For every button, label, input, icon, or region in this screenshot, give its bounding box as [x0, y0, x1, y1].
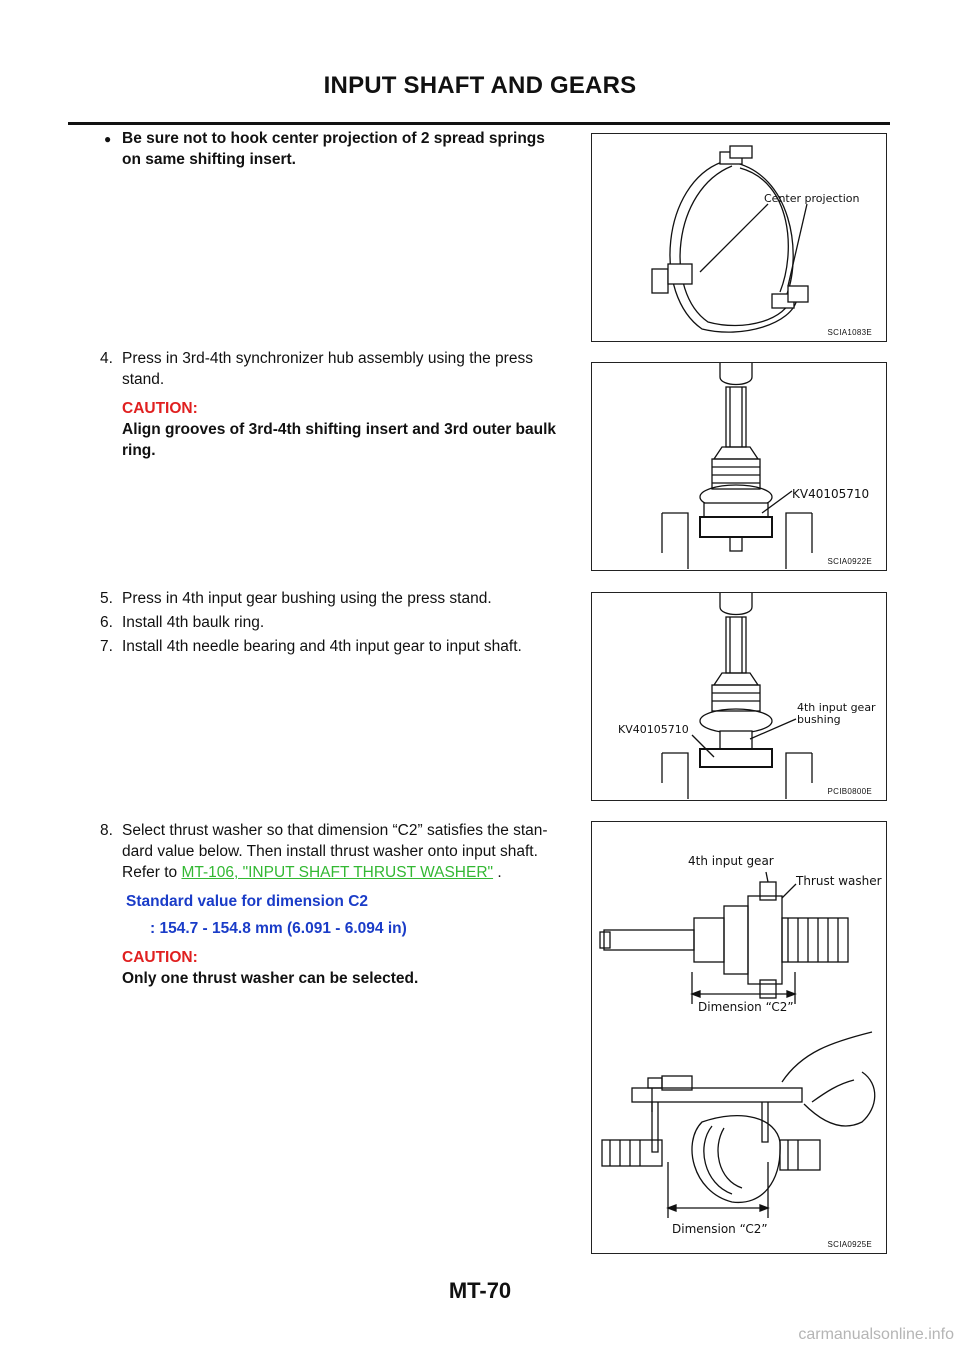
- dimension-c2-label-lower: Dimension “C2”: [672, 1222, 768, 1236]
- press-bushing-illustration: [592, 593, 885, 799]
- bushing-label-line1: 4th input gear: [797, 701, 876, 714]
- center-projection-label: Center projection: [764, 192, 860, 205]
- thrust-washer-link[interactable]: MT-106, "INPUT SHAFT THRUST WASHER": [181, 864, 494, 881]
- page-title: INPUT SHAFT AND GEARS: [323, 72, 637, 99]
- step8-line2: dard value below. Then install thrust washer onto input shaft.: [122, 843, 538, 860]
- standard-value-title: Standard value for dimension C2: [126, 893, 369, 910]
- bullet-note-line2: on same shifting insert.: [122, 151, 296, 168]
- standard-value: : 154.7 - 154.8 mm (6.091 - 6.094 in): [150, 920, 407, 937]
- special-tool-label: KV40105710: [792, 487, 870, 501]
- figure-spread-springs: [591, 133, 887, 342]
- bushing-label-line2: bushing: [797, 713, 841, 726]
- step6-text: Install 4th baulk ring.: [122, 614, 265, 631]
- page-number: MT-70: [448, 1278, 512, 1303]
- header-rule: [68, 122, 890, 125]
- step4-caution-title: CAUTION:: [122, 400, 198, 417]
- press-hub-illustration: [592, 363, 885, 569]
- bullet-note: [122, 128, 545, 170]
- figure-dimension-c2: [591, 821, 887, 1254]
- step5-text: Press in 4th input gear bushing using the press stand.: [122, 590, 492, 607]
- step4-caution-line2: ring.: [122, 442, 156, 459]
- special-tool-label-2: KV40105710: [618, 723, 689, 736]
- step8-caution-text: Only one thrust washer can be selected.: [122, 970, 419, 987]
- figure-code-4: SCIA0925E: [827, 1240, 872, 1249]
- dimension-c2-label-upper: Dimension “C2”: [698, 1000, 794, 1014]
- step8-line3: [122, 862, 582, 883]
- step7-number: 7.: [100, 638, 113, 655]
- thrust-washer-label: Thrust washer: [796, 874, 882, 888]
- bullet-icon: ●: [104, 132, 112, 146]
- fourth-input-gear-label: 4th input gear: [688, 854, 774, 868]
- figure-code-1: SCIA1083E: [827, 328, 872, 337]
- figure-press-bushing: [591, 592, 887, 801]
- step4-text: [122, 348, 556, 461]
- step8-caution-title: CAUTION:: [122, 949, 198, 966]
- step8-number: 8.: [100, 822, 113, 839]
- step6-number: 6.: [100, 614, 113, 631]
- figure-code-2: SCIA0922E: [827, 557, 872, 566]
- step8-line1: Select thrust washer so that dimension “C2” satisfies the stan-: [122, 822, 548, 839]
- step4-line1: Press in 3rd-4th synchronizer hub assembly using the press: [122, 350, 533, 367]
- step4-number: 4.: [100, 350, 113, 367]
- step8-text: [122, 820, 582, 989]
- figure-press-hub: [591, 362, 887, 571]
- step8-refer-suffix: .: [493, 864, 502, 881]
- step8-refer-prefix: Refer to: [122, 864, 182, 881]
- step4-line2: stand.: [122, 371, 165, 388]
- step7-text: Install 4th needle bearing and 4th input gear to input shaft.: [122, 638, 522, 655]
- spread-springs-illustration: [592, 134, 885, 340]
- bullet-note-line1: Be sure not to hook center projection of 2 spread springs: [122, 130, 545, 147]
- step4-caution-line1: Align grooves of 3rd-4th shifting insert and 3rd outer baulk: [122, 421, 557, 438]
- step5-number: 5.: [100, 590, 113, 607]
- watermark[interactable]: carmanualsonline.info: [798, 1326, 954, 1343]
- figure-code-3: PCIB0800E: [827, 787, 872, 796]
